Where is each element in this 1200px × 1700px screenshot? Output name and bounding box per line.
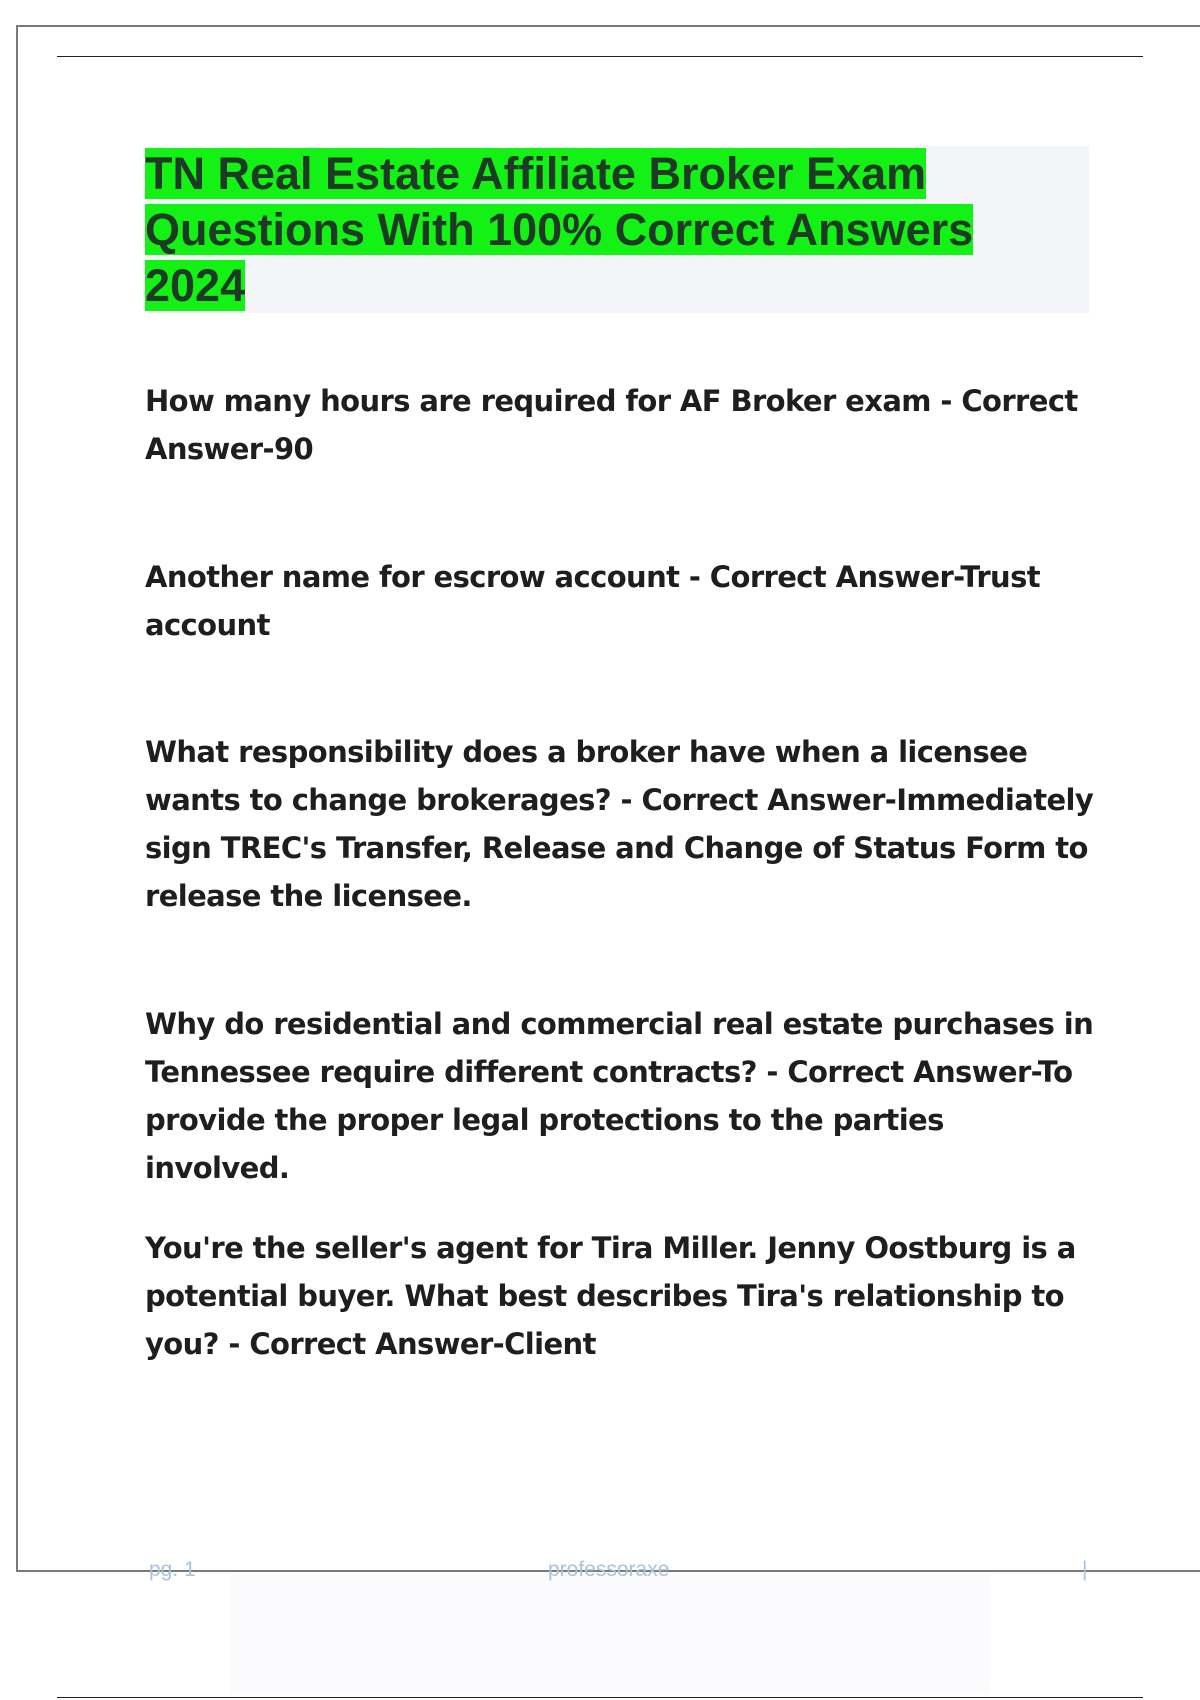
qa-entry-4: Why do residential and commercial real estate purchases in Tennessee require different contracts? - Correct Answer-To provide the proper legal protections to the parties involved. (145, 1007, 1094, 1185)
bottom-rule (57, 1697, 1143, 1698)
qa-entry-1: How many hours are required for AF Broker exam - Correct Answer-90 (145, 384, 1078, 466)
title-block (145, 146, 1089, 313)
qa-entry-2: Another name for escrow account - Correct Answer-Trust account (145, 560, 1040, 642)
title-highlight: TN Real Estate Affiliate Broker Exam Questions With 100% Correct Answers 2024 (145, 148, 974, 311)
document-title (145, 146, 1045, 314)
footer-separator: | (1082, 1558, 1088, 1581)
footer-author: professoraxe (548, 1558, 670, 1581)
qa-entry-3: What responsibility does a broker have when a licensee wants to change brokerages? - Correct Answer-Immediately sign TREC's Transfer, Release and Change of Status Form to release the licensee. (145, 735, 1094, 913)
footer-page-number: pg. 1 (149, 1558, 196, 1581)
header-rule (57, 56, 1143, 57)
footer-background (230, 1575, 990, 1693)
qa-entry-5: You're the seller's agent for Tira Miller. Jenny Oostburg is a potential buyer. What best describes Tira's relationship to you? - Correct Answer-Client (145, 1231, 1076, 1361)
